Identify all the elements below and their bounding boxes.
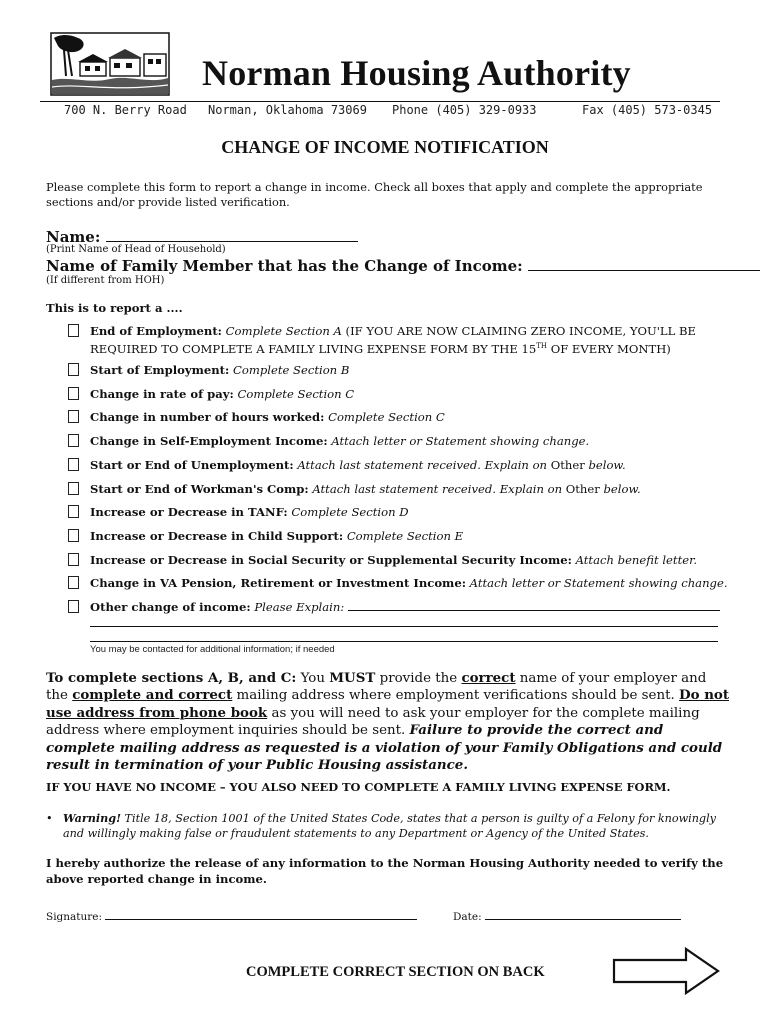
name-blank[interactable] [106, 241, 358, 242]
header-divider [40, 101, 720, 102]
bullet: • [46, 812, 53, 825]
form-title: CHANGE OF INCOME NOTIFICATION [221, 137, 549, 157]
explain-line[interactable] [90, 626, 718, 627]
family-member-field[interactable] [46, 257, 760, 275]
city-state-zip: Norman, Oklahoma 73069 [208, 103, 367, 117]
option-text: Increase or Decrease in Child Support: Complete Section E [90, 529, 464, 543]
checkbox[interactable] [68, 324, 79, 337]
form-instructions: Please complete this form to report a change in income. Check all boxes that apply and complete the appropriate sections and/or provide listed verification. [46, 180, 703, 209]
checkbox[interactable] [68, 576, 79, 589]
date-label: Date: [453, 911, 482, 923]
checkbox[interactable] [68, 410, 79, 423]
legal-warning [46, 811, 736, 843]
option-text: Increase or Decrease in TANF: Complete Section D [90, 505, 409, 519]
back-page-instruction: COMPLETE CORRECT SECTION ON BACK [246, 964, 545, 980]
signature-blank[interactable] [105, 919, 417, 920]
date-field[interactable] [453, 911, 681, 923]
option-end-of-employment[interactable] [68, 324, 728, 356]
street-address: 700 N. Berry Road [64, 103, 187, 117]
checkbox[interactable] [68, 553, 79, 566]
checkbox[interactable] [68, 505, 79, 518]
checkbox[interactable] [68, 482, 79, 495]
housing-logo-icon [50, 32, 170, 96]
option-text: Start or End of Workman's Comp: Attach last statement received. Explain on Other below. [90, 482, 641, 496]
option-text: Increase or Decrease in Social Security or Supplemental Security Income: Attach benefit letter. [90, 553, 698, 567]
right-arrow-icon [612, 946, 722, 996]
option-text: End of Employment: Complete Section A (IF YOU ARE NOW CLAIMING ZERO INCOME, YOU'LL BE REQUIRED TO COMPLETE A FAMILY LIVING EXPENSE FORM BY THE 15TH OF EVERY MONTH) [90, 324, 696, 356]
organization-name: Norman Housing Authority [202, 53, 631, 93]
fax-number: Fax (405) 573-0345 [582, 103, 713, 117]
option-text: Change in number of hours worked: Complete Section C [90, 410, 445, 424]
option-text: Change in VA Pension, Retirement or Investment Income: Attach letter or Statement showing change. [90, 576, 728, 590]
signature-field[interactable] [46, 911, 417, 923]
authorization-statement: I hereby authorize the release of any information to the Norman Housing Authority needed to verify the above reported change in income. [46, 856, 724, 886]
option-text: Start of Employment: Complete Section B [90, 363, 350, 377]
name-hint: (Print Name of Head of Household) [46, 244, 226, 255]
explain-line[interactable] [90, 641, 718, 642]
explain-blank[interactable] [348, 610, 720, 611]
checkbox[interactable] [68, 600, 79, 613]
checkbox[interactable] [68, 458, 79, 471]
no-income-notice: IF YOU HAVE NO INCOME – YOU ALSO NEED TO COMPLETE A FAMILY LIVING EXPENSE FORM. [46, 780, 671, 794]
family-member-label: Name of Family Member that has the Change of Income: [46, 257, 523, 275]
option-text: Change in Self-Employment Income: Attach letter or Statement showing change. [90, 434, 590, 448]
option-text: Change in rate of pay: Complete Section C [90, 387, 355, 401]
report-label: This is to report a .... [46, 301, 183, 315]
warning-text: Title 18, Section 1001 of the United States Code, states that a person is guilty of a Felony for knowingly and willingly making false or fraudulent statements to any Department or Agency of the United States. [63, 812, 716, 840]
option-text: Other change of income: Please Explain: [90, 600, 730, 615]
checkbox[interactable] [68, 434, 79, 447]
option-text: Start or End of Unemployment: Attach last statement received. Explain on Other below. [90, 458, 626, 472]
contact-note: You may be contacted for additional information; if needed [90, 644, 335, 655]
date-blank[interactable] [485, 919, 681, 920]
family-member-blank[interactable] [528, 270, 760, 271]
family-member-hint: (If different from HOH) [46, 275, 165, 286]
phone-number: Phone (405) 329-0933 [392, 103, 537, 117]
warning-label: Warning! [63, 811, 121, 825]
name-label: Name: [46, 228, 101, 246]
sections-abc-instructions: To complete sections A, B, and C: You MUST provide the correct name of your employer and the complete and correct mailing address where employment verifications should be sent. Do not use address from phone book as you will need to ask your employer for the complete mailing address where employment inquiries should be sent. Failure to provide the correct and complete mailing address as requested is a violation of your Family Obligations and could result in termination of your Public Housing assistance. [46, 670, 730, 774]
checkbox[interactable] [68, 387, 79, 400]
signature-label: Signature: [46, 911, 103, 923]
checkbox[interactable] [68, 529, 79, 542]
checkbox[interactable] [68, 363, 79, 376]
